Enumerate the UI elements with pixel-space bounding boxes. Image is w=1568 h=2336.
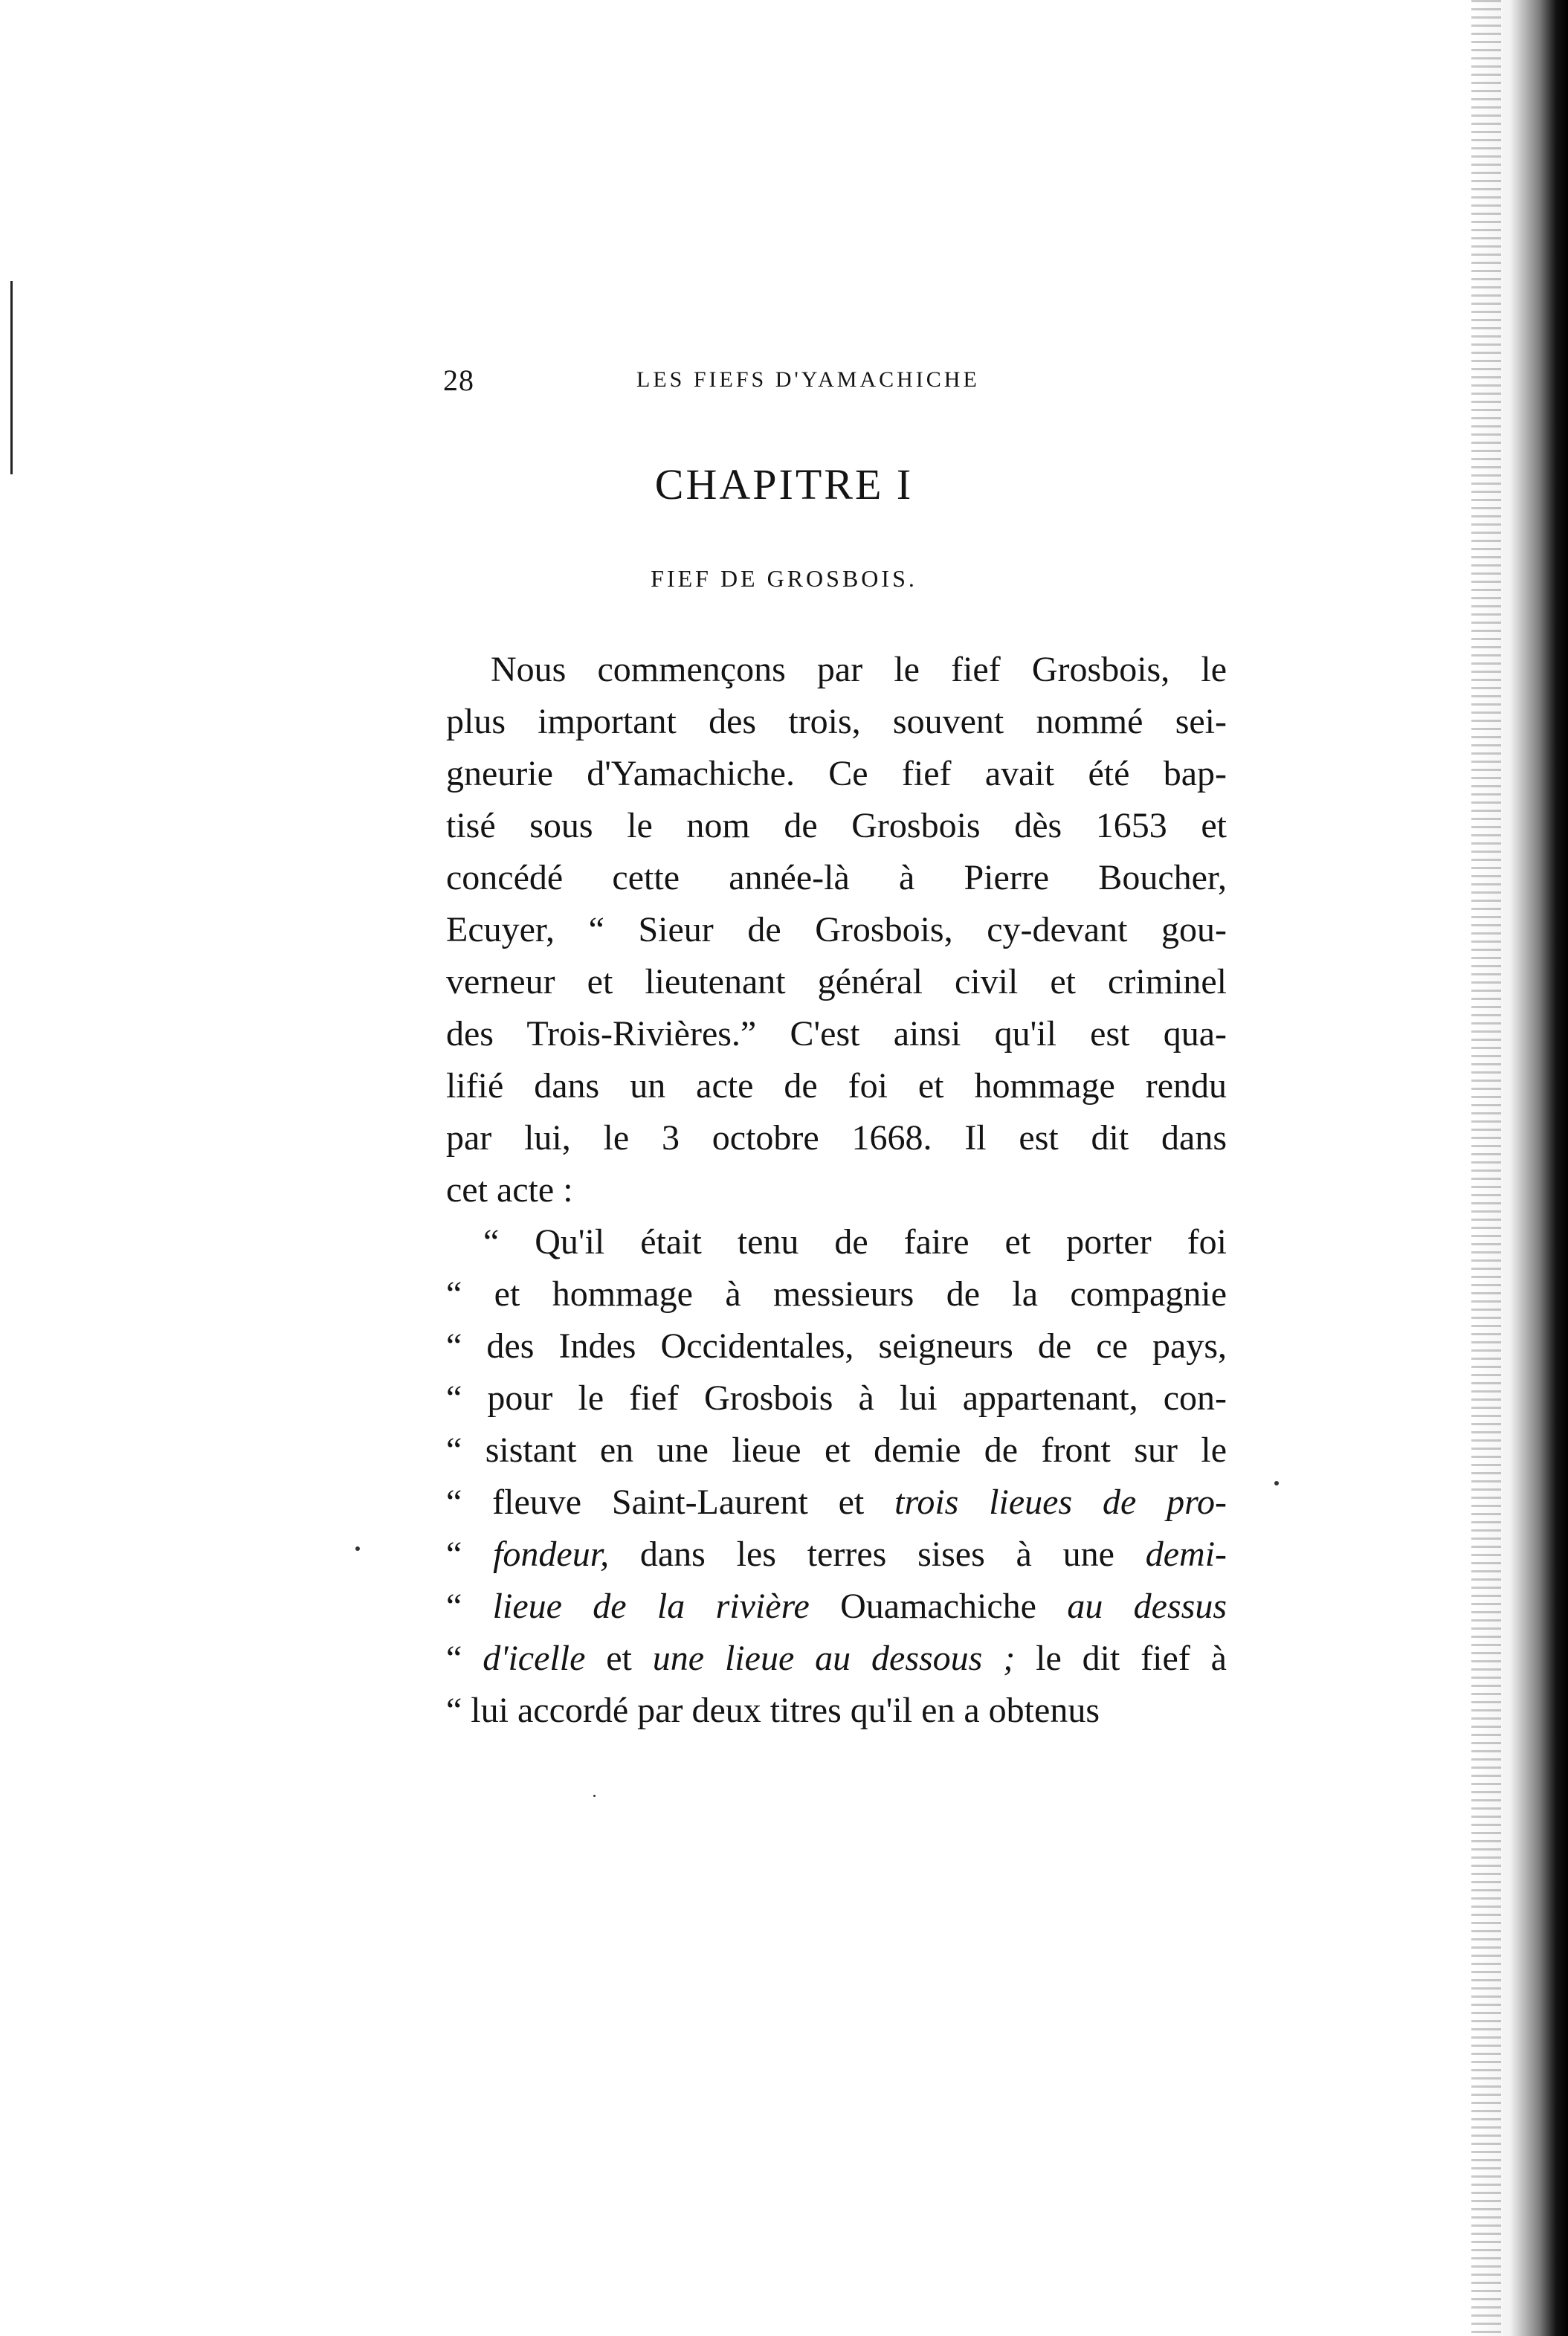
- quote-line: [446, 1477, 1227, 1529]
- body-text: [446, 644, 1227, 1737]
- paragraph-line: plus important des trois, souvent nommé sei-: [446, 702, 1227, 741]
- quote-italic: au dessus: [1067, 1587, 1227, 1626]
- paragraph-line: des Trois-Rivières.” C'est ainsi qu'il est qua-: [446, 1014, 1227, 1054]
- quote-line: [446, 1633, 1227, 1685]
- quote-line: “ lui accordé par deux titres qu'il en a obtenus: [446, 1691, 1100, 1730]
- quote-italic: demi-: [1145, 1535, 1227, 1574]
- quote-text: Ouamachiche: [809, 1587, 1068, 1626]
- quote-line: [446, 1529, 1227, 1581]
- paragraph-line: gneurie d'Yamachiche. Ce fief avait été bap-: [446, 754, 1227, 793]
- quote-text: dans les terres sises à une: [609, 1535, 1146, 1574]
- quote-italic: lieue de la rivière: [492, 1587, 810, 1626]
- page-number: 28: [443, 364, 474, 397]
- chapter-title: CHAPITRE I: [654, 460, 914, 509]
- quote-line: “ pour le fief Grosbois à lui appartenant, con-: [446, 1378, 1227, 1418]
- margin-dot: [593, 1795, 596, 1797]
- quote-line: [446, 1581, 1227, 1633]
- quote-text: “: [446, 1639, 483, 1678]
- quote-italic: d'icelle: [483, 1639, 586, 1678]
- margin-dot: [355, 1546, 360, 1551]
- quote-text: “: [446, 1587, 493, 1626]
- quote-text: le dit fief à: [1015, 1639, 1227, 1678]
- paragraph-line: cet acte :: [446, 1170, 573, 1210]
- section-title: FIEF DE GROSBOIS.: [651, 565, 917, 592]
- quote-text: “: [446, 1535, 494, 1574]
- quote-italic: trois lieues de pro-: [894, 1482, 1227, 1522]
- quote-line: “ des Indes Occidentales, seigneurs de ce pays,: [446, 1326, 1227, 1366]
- margin-dot: [1274, 1481, 1279, 1485]
- paragraph-line: concédé cette année-là à Pierre Boucher,: [446, 858, 1227, 897]
- quote-italic: fondeur,: [493, 1535, 610, 1574]
- running-head: LES FIEFS D'YAMACHICHE: [636, 367, 980, 392]
- paragraph-line: tisé sous le nom de Grosbois dès 1653 et: [446, 806, 1227, 845]
- page-header: [443, 363, 1231, 407]
- paragraph-line: Ecuyer, “ Sieur de Grosbois, cy-devant gou-: [446, 910, 1227, 949]
- quote-text: et: [585, 1639, 653, 1678]
- paragraph-line: lifié dans un acte de foi et hommage rendu: [446, 1066, 1227, 1106]
- quote-line: “ Qu'il était tenu de faire et porter foi: [483, 1222, 1227, 1262]
- paragraph-line: verneur et lieutenant général civil et criminel: [446, 962, 1227, 1001]
- scan-edge-shadow: [1471, 0, 1568, 2336]
- paragraph-line: par lui, le 3 octobre 1668. Il est dit dans: [446, 1118, 1227, 1158]
- quote-text: “ fleuve Saint-Laurent et: [446, 1482, 895, 1522]
- paragraph-line: Nous commençons par le fief Grosbois, le: [491, 650, 1227, 689]
- quote-line: “ et hommage à messieurs de la compagnie: [446, 1274, 1227, 1314]
- quote-line: “ sistant en une lieue et demie de front sur le: [446, 1430, 1227, 1470]
- quote-italic: une lieue au dessous ;: [652, 1639, 1016, 1678]
- left-margin-mark: [10, 281, 13, 474]
